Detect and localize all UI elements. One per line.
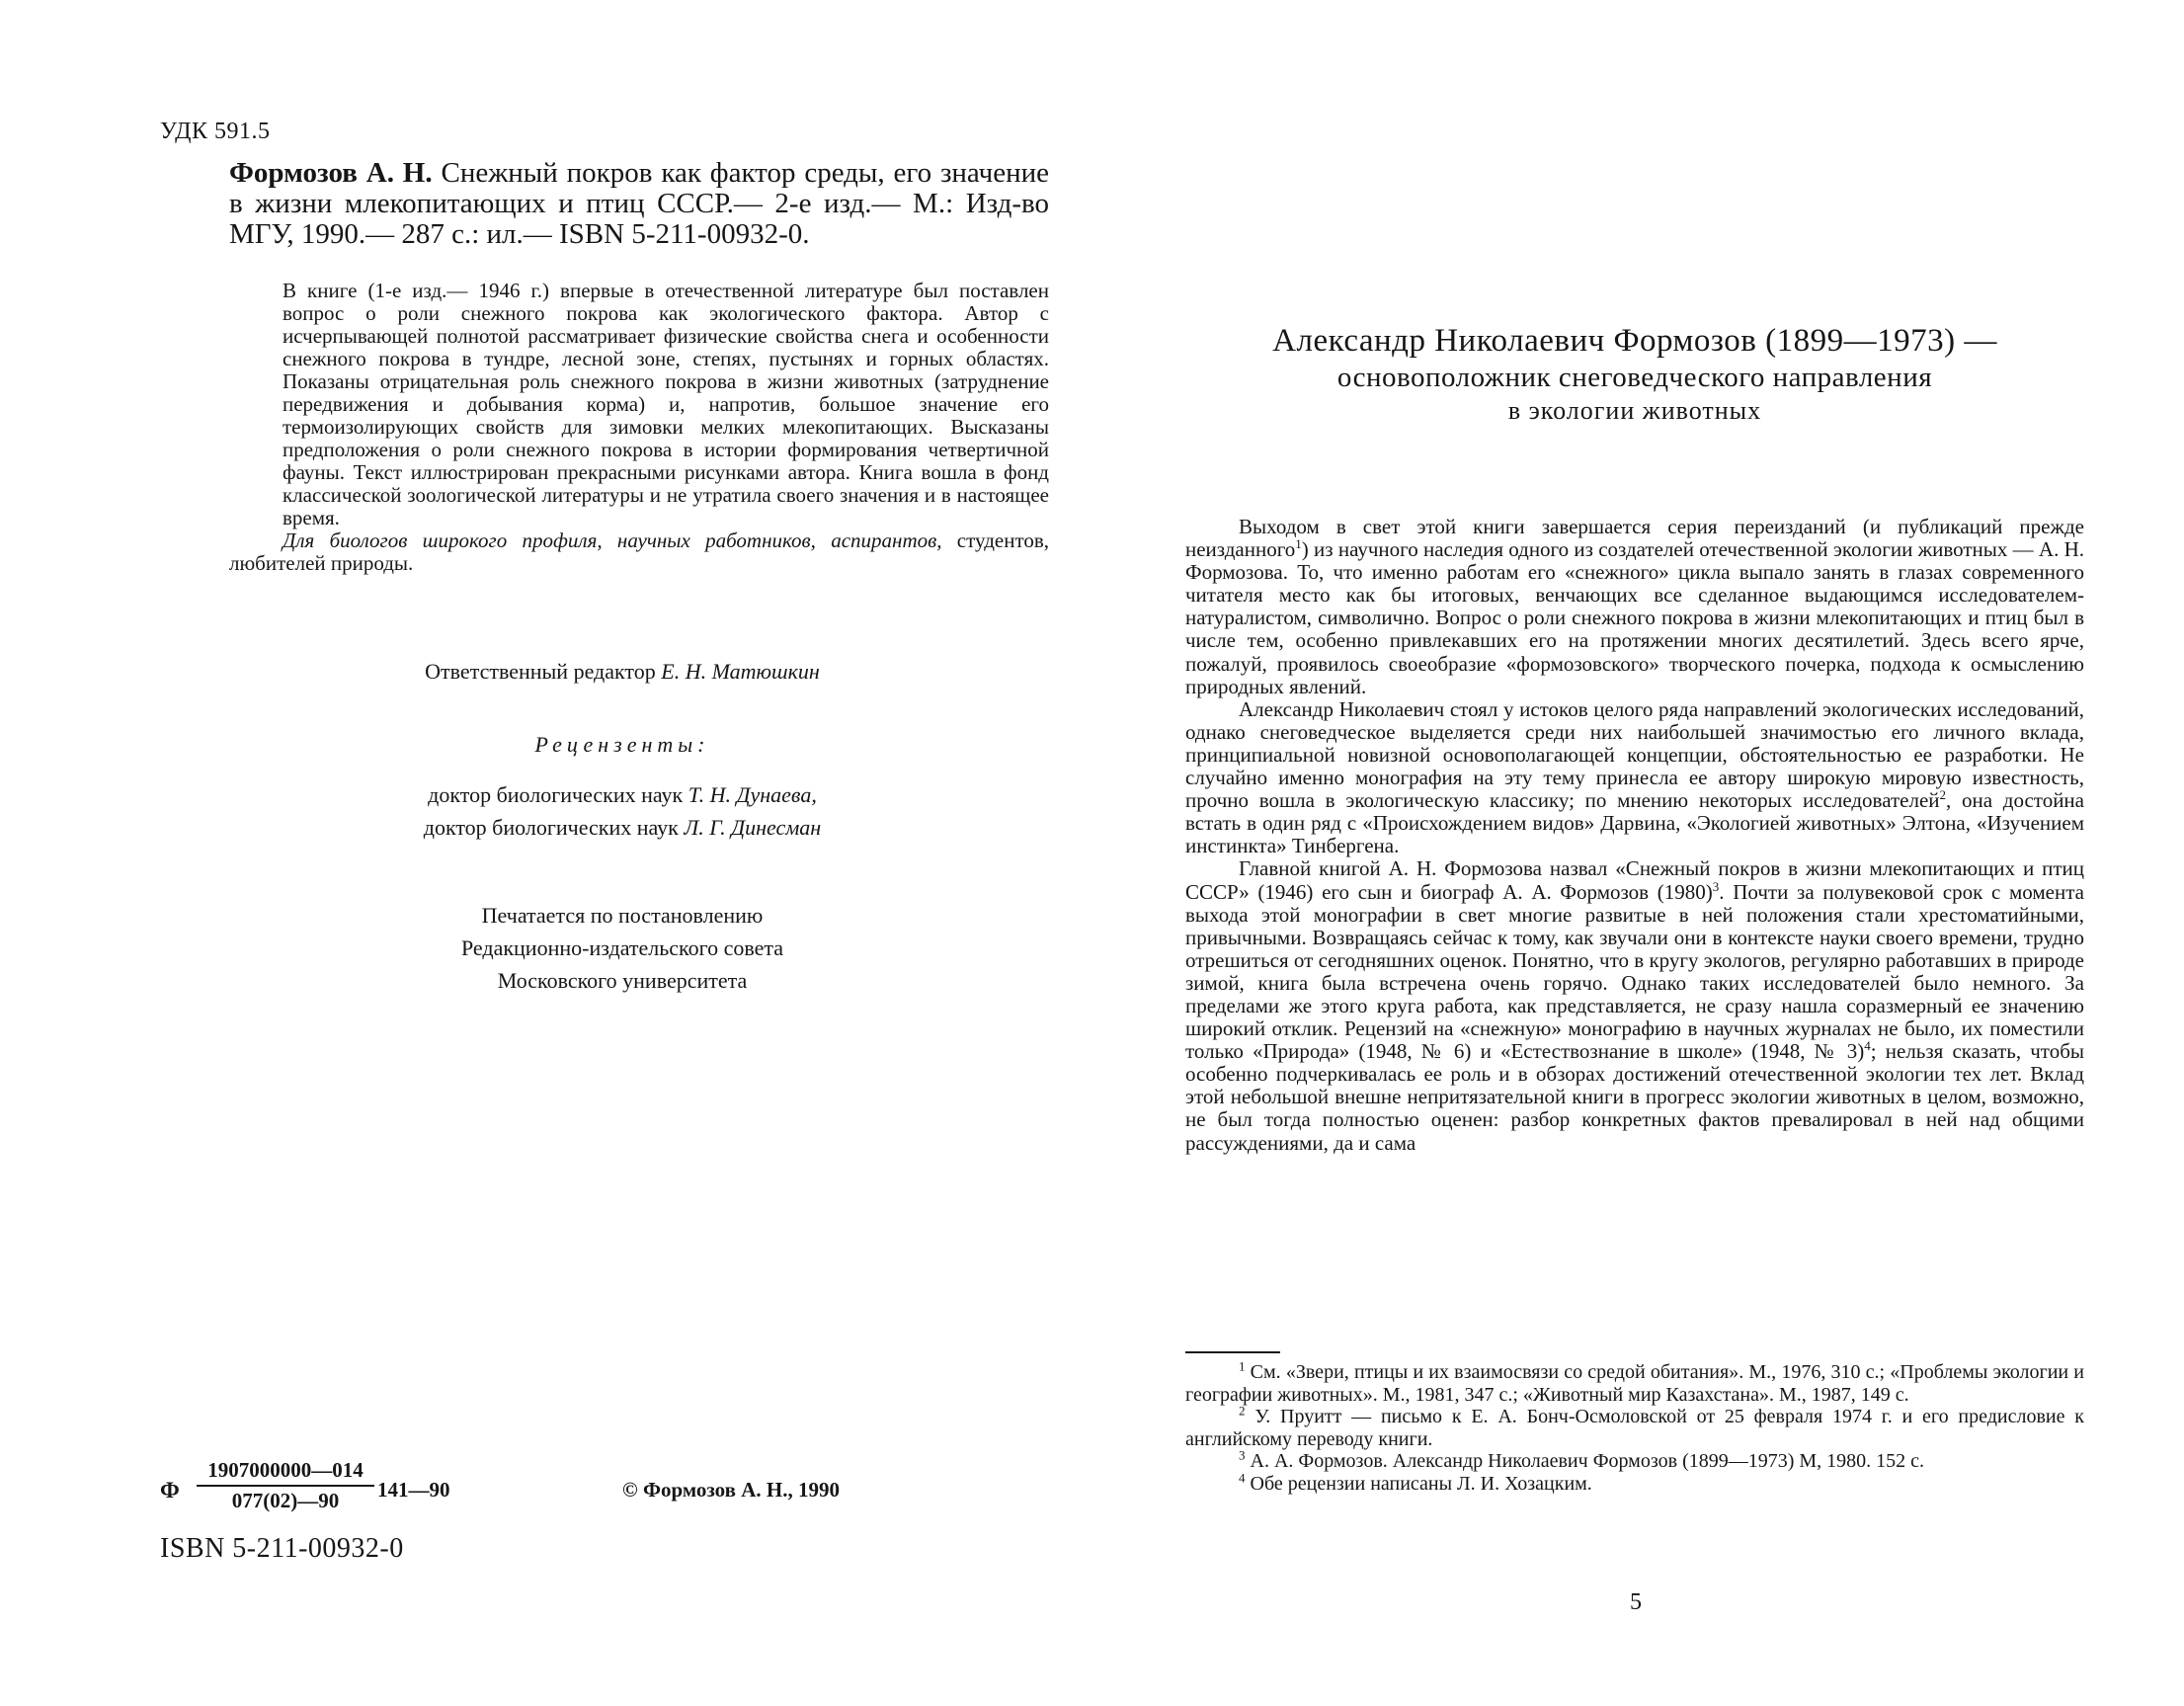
udk-code: УДК 591.5 <box>160 119 271 144</box>
imprint-code-denominator: 077(02)—90 <box>231 1489 340 1512</box>
responsible-editor <box>237 658 1008 686</box>
footnote-1 <box>1185 1358 2084 1406</box>
footnote-ref: 4 <box>1864 1038 1871 1054</box>
abstract-paragraph: В книге (1-е изд.— 1946 г.) впервые в отечественной литературе был поставлен вопрос о роли снежного покрова как экологического фактора. Автор с исчерпывающей полнотой рассматривает физические свойства снега и особенности снежного покрова в тундре, лесной зоне, степях, пустынях и горных областях. Показаны отрицательная роль снежного покрова в жизни животных (затруднение передвижения и добывания корма) и, напротив, большое значение его термоизолирующих свойств для зимовки мелких млекопитающих. Высказаны предположения о роли снежного покрова в истории формирования четвертичной фауны. Текст иллюстрирован прекрасными рисунками автора. Книга вошла в фонд классической зоологической литературы и не утратила своего значения и в настоящее время. <box>283 279 1049 529</box>
publication-line: Печатается по постановлению <box>481 903 764 928</box>
title-line-3: в экологии животных <box>1507 396 1762 425</box>
footnote-mark: 3 <box>1239 1447 1246 1463</box>
footnote-text: Обе рецензии написаны Л. И. Хозацким. <box>1250 1472 1592 1495</box>
reviewer-item <box>237 778 1008 811</box>
footnote-3 <box>1185 1447 2084 1473</box>
imprint-code-suffix: 141—90 <box>377 1478 450 1502</box>
reviewer-item <box>237 811 1008 844</box>
reviewers-heading: Рецензенты: <box>534 732 710 757</box>
title-line-2: основоположник снеговедческого направления <box>1336 362 1933 393</box>
text-run: Александр Николаевич стоял у истоков целого ряда направлений экологических исследований, однако снеговедческое выделяется среди них наибольшей значимостью его личного вклада, принципиальной новизной основополагающей концепции, обстоятельностью ее разработки. Не случайно именно монография на эту тему принесла ее автору широкую мировую известность, прочно вошла в экологическую классику; по мнению некоторых исследователей <box>1185 696 2084 813</box>
chapter-title <box>1200 322 2069 427</box>
text-run: Выходом в свет этой книги завершается серия переизданий (и публикаций прежде неизданного <box>1185 515 2084 562</box>
reviewer-title: доктор биологических наук <box>423 815 679 840</box>
page-number: 5 <box>1630 1589 1642 1615</box>
body-paragraph <box>1185 516 2084 698</box>
footnote-ref: 1 <box>1295 536 1302 552</box>
body-paragraph <box>1185 857 2084 1154</box>
audience-italic: Для биологов широкого профиля, научных работников, аспирантов, <box>283 528 942 552</box>
imprint-code-numerator: 1907000000—014 <box>197 1458 374 1487</box>
footnote-mark: 2 <box>1239 1403 1246 1419</box>
text-run: . Почти за полувековой срок с момента выхода этой монографии в свет многие развитые в ней положения стали хрестоматийными, привычными. Возвращаясь сейчас к тому, как звучали они в контексте науки своего времени, трудно отрешиться от сегодняшних оценок. Понятно, что в кругу экологов, регулярно работавших в природе зимой, книга была встречена очень горячо. Однако таких исследователей было немного. За пределами же этого круга работа, как представляется, не сразу нашла соразмерный ее значению широкий отклик. Рецензий на «снежную» монографию в научных журналах не было, их поместили только «Природа» (1948, № 6) и «Естествознание в школе» (1948, № 3) <box>1185 879 2084 1064</box>
abstract <box>229 280 1049 575</box>
footnote-mark: 4 <box>1239 1469 1246 1485</box>
footnote-text: А. А. Формозов. Александр Николаевич Формозов (1899—1973) М, 1980. 152 с. <box>1250 1450 1925 1472</box>
bib-description: Снежный покров как фактор среды, его значение в жизни млекопитающих и птиц СССР.— 2-е изд.— М.: Изд-во МГУ, 1990.— 287 с.: ил.— ISBN 5-211-00932-0. <box>229 157 1049 250</box>
text-run: , она достойна встать в один ряд с «Происхождением видов» Дарвина, «Экологией животных» Элтона, «Изучением инстинкта» Тинбергена. <box>1185 788 2084 858</box>
footnotes <box>1185 1358 2085 1495</box>
reviewer-name: Л. Г. Динесман <box>684 815 822 840</box>
title-line-1: Александр Николаевич Формозов (1899—1973) — <box>1272 323 1997 359</box>
text-run: ) из научного наследия одного из создателей отечественной экологии животных — А. Н. Формозова. То, что именно работам его «снежного» цикла выпало занять в глазах современного читателя место как бы итоговых, венчающих все сделанное выдающимся исследователем-натуралистом, символично. Вопрос о роли снежного покрова в жизни млекопитающих и птиц был в числе тем, особенно привлекавших его на протяжении многих десятилетий. Здесь всего ярче, пожалуй, проявилось своеобразие «формозовского» творческого почерка, подхода к осмыслению природных явлений. <box>1185 537 2084 698</box>
right-page <box>1092 0 2184 1706</box>
text-run: ; нельзя сказать, чтобы особенно подчеркивалась ее роль и в обзорах достижений отечественной экологии тех лет. Вклад этой небольшой внешне непритязательной книги в прогресс экологии животных в целом, возможно, не был тогда полностью оценен: разбор конкретных фактов превалировал в ней над общими рассуждениями, да и сама <box>1185 1039 2084 1155</box>
reviewers-list <box>237 778 1008 844</box>
imprint-code-fraction <box>197 1458 374 1513</box>
text-run: Главной книгой А. Н. Формозова назвал «Снежный покров в жизни млекопитающих и птиц СССР» (1946) его сын и биограф А. А. Формозов (1980) <box>1185 856 2084 904</box>
bibliographic-entry <box>229 158 1049 250</box>
footnote-2 <box>1185 1403 2085 1450</box>
footnote-text: У. Пруитт — письмо к Е. А. Бонч-Осмоловской от 25 февраля 1974 г. и его предисловие к английскому переводу книги. <box>1185 1406 2085 1450</box>
reviewer-name: Т. Н. Дунаева, <box>688 782 817 807</box>
imprint-phi: Ф <box>160 1478 180 1503</box>
reviewer-title: доктор биологических наук <box>428 782 684 807</box>
publication-line: Московского университета <box>497 968 748 993</box>
editor-name: Е. Н. Матюшкин <box>661 659 820 684</box>
footnote-4 <box>1185 1469 2084 1496</box>
bib-author: Формозов А. Н. <box>229 157 433 189</box>
audience-plain: студентов, любителей природы. <box>229 528 1050 575</box>
body-text <box>1185 516 2084 1155</box>
isbn: ISBN 5-211-00932-0 <box>160 1533 404 1564</box>
footnote-mark: 1 <box>1239 1358 1246 1374</box>
footnote-text: См. «Звери, птицы и их взаимосвязи со средой обитания». М., 1976, 310 с.; «Проблемы экологии и географии животных». М., 1981, 347 с.; «Животный мир Казахстана». М., 1987, 149 с. <box>1185 1361 2084 1406</box>
abstract-audience <box>229 529 1049 575</box>
editor-role: Ответственный редактор <box>425 659 656 684</box>
copyright-notice: © Формозов А. Н., 1990 <box>622 1478 840 1502</box>
publication-note <box>237 899 1008 997</box>
body-paragraph <box>1185 698 2084 858</box>
footnote-ref: 2 <box>1939 787 1947 803</box>
footnote-ref: 3 <box>1712 878 1720 894</box>
footnote-divider <box>1185 1351 1280 1353</box>
publication-line: Редакционно-издательского совета <box>460 935 784 960</box>
